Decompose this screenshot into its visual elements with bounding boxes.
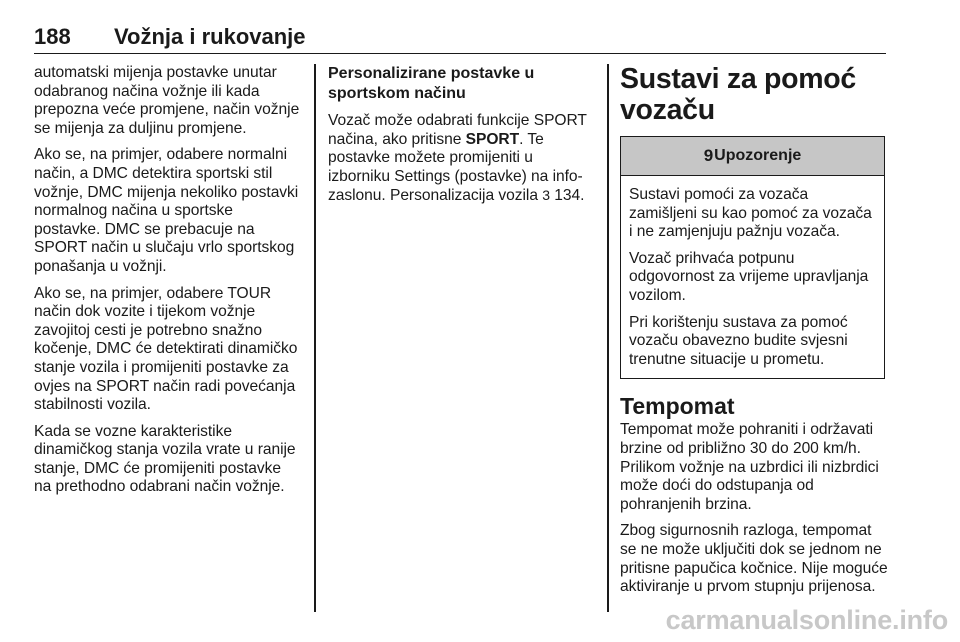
sport-button-label: SPORT <box>465 130 520 148</box>
warning-body <box>621 176 884 378</box>
paragraph: Ako se, na primjer, odabere normalni način, a DMC detektira sportski stil vožnje, DMC mijenja nekoliko postavki normalnog načina u sportske postavke. DMC se prebacuje na SPORT način u slučaju vrlo sportskog ponašanja u vožnji. <box>34 146 299 275</box>
warning-paragraph: Vozač prihvaća potpunu odgovornost za vrijeme upravljanja vozilom. <box>629 249 869 304</box>
section-heading: Personalizirane postavke u sportskom načinu <box>328 65 535 102</box>
paragraph-text: Vozač može odabrati funkcije SPORT načina, ako pritisne <box>328 112 587 148</box>
column-middle <box>328 64 596 214</box>
warning-box <box>620 136 885 379</box>
paragraph <box>328 112 596 206</box>
paragraph-text: . Te postavke možete promijeniti u izborniku Settings (postavke) na info-zaslonu. Personalizacija vozila <box>328 130 583 205</box>
column-right <box>620 64 888 605</box>
page-reference[interactable]: 134. <box>549 187 585 205</box>
page-header <box>34 22 886 54</box>
warning-heading: Upozorenje <box>714 147 802 164</box>
chapter-title: Vožnja i rukovanje <box>114 24 306 49</box>
paragraph: Tempomat može pohraniti i održavati brzine od približno 30 do 200 km/h. Prilikom vožnje na uzbrdici ili nizbrdici može doći do odstupanja od pohranjenih brzina. <box>620 421 879 513</box>
section-heading: Tempomat <box>620 393 735 420</box>
warning-header <box>621 137 884 176</box>
column-divider <box>314 64 316 612</box>
page-reference-icon: 3 <box>542 187 550 204</box>
paragraph: Ako se, na primjer, odabere TOUR način dok vozite i tijekom vožnje zavojitoj cesti je potrebno snažno kočenje, DMC će detektirati dinamičko stanje vozila i promijeniti postavke za ovjes na SPORT način radi povećanja stabilnosti vozila. <box>34 284 298 414</box>
warning-paragraph: Pri korištenju sustava za pomoć vozaču obavezno budite svjesni trenutne situacije u prometu. <box>629 313 848 368</box>
chapter-section-title: Sustavi za pomoć vozaču <box>620 63 856 126</box>
paragraph: Kada se vozne karakteristike dinamičkog stanja vozila vrate u ranije stanje, DMC će promijeniti postavke na prethodno odabrani način vožnje. <box>34 422 296 496</box>
column-divider <box>607 64 609 612</box>
page-number: 188 <box>34 24 71 49</box>
warning-paragraph: Sustavi pomoći za vozača zamišljeni su kao pomoć za vozača i ne zamjenjuju pažnju vozača. <box>629 186 872 241</box>
paragraph: Zbog sigurnosnih razloga, tempomat se ne može uključiti dok se jednom ne pritisne papučica kočnice. Nije moguće aktiviranje u prvom stupnju prijenosa. <box>620 522 888 596</box>
warning-triangle-icon: 9 <box>703 146 714 165</box>
paragraph: automatski mijenja postavke unutar odabranog načina vožnje ili kada prepozna veće promjene, način vožnje se mijenja za duljinu promjene. <box>34 64 300 137</box>
column-left <box>34 64 302 505</box>
watermark: carmanualsonline.info <box>665 605 948 635</box>
